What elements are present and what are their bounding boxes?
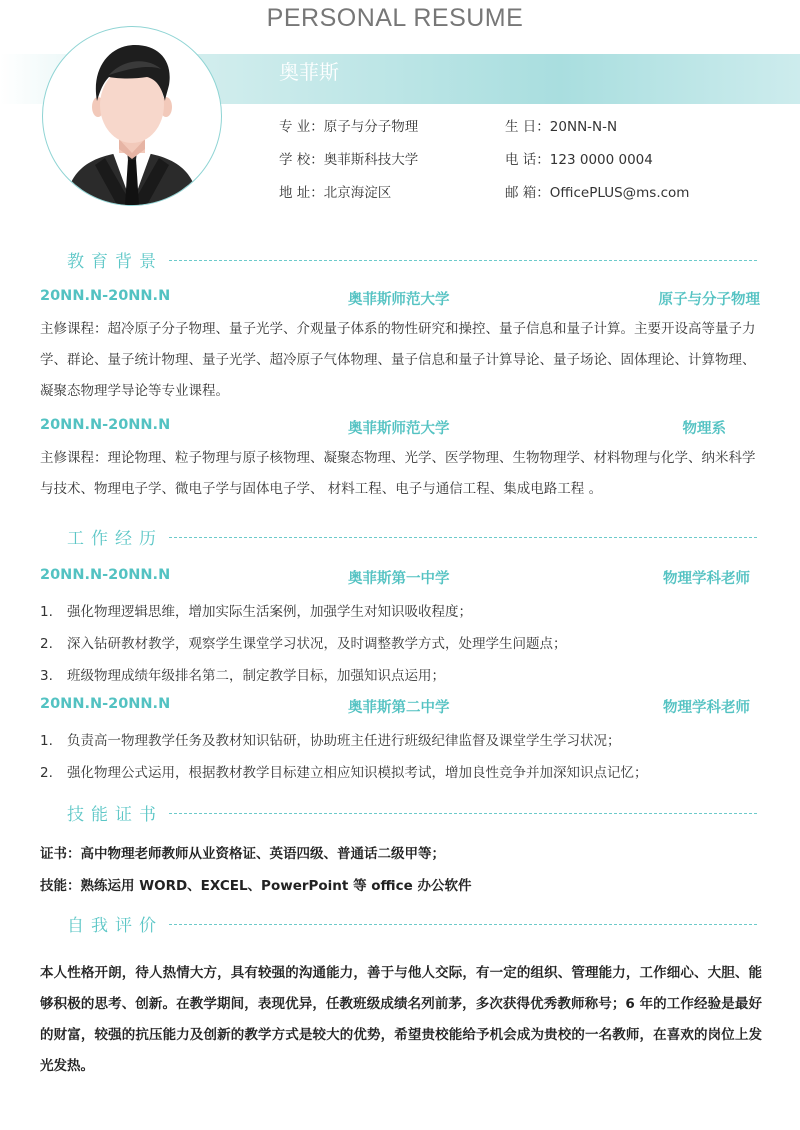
education-major: 原子与分子物理 bbox=[658, 292, 760, 308]
skills-certificates: 证书：高中物理老师教师从业资格证、英语四级、普通话二级甲等； bbox=[40, 846, 445, 862]
info-phone-value: 123 0000 0004 bbox=[549, 152, 653, 168]
info-birth-value: 20NN-N-N bbox=[549, 119, 618, 135]
work-role: 物理学科老师 bbox=[663, 571, 750, 587]
list-item bbox=[40, 761, 648, 781]
education-section-title: 教育背景 bbox=[67, 252, 163, 272]
info-major-label: 专 业： bbox=[279, 119, 324, 135]
profile-photo bbox=[42, 26, 222, 206]
info-school-label: 学 校： bbox=[279, 152, 324, 168]
work-role: 物理学科老师 bbox=[663, 700, 750, 716]
work-org: 奥菲斯第二中学 bbox=[348, 700, 450, 716]
info-email-label: 邮 箱： bbox=[505, 185, 550, 201]
candidate-name: 奥菲斯 bbox=[279, 60, 339, 84]
section-divider bbox=[169, 924, 757, 925]
list-number: 1. bbox=[40, 604, 53, 620]
section-divider bbox=[169, 260, 757, 261]
education-date: 20NN.N-20NN.N bbox=[40, 288, 171, 304]
list-item bbox=[40, 729, 621, 749]
list-text: 强化物理逻辑思维，增加实际生活案例，加强学生对知识吸收程度； bbox=[67, 604, 472, 620]
info-email bbox=[505, 181, 689, 201]
skills-section-header bbox=[67, 800, 757, 825]
list-item bbox=[40, 600, 472, 620]
avatar-icon bbox=[43, 27, 221, 205]
info-school-value: 奥菲斯科技大学 bbox=[323, 152, 419, 168]
resume-title: PERSONAL RESUME bbox=[266, 4, 524, 32]
info-major-value: 原子与分子物理 bbox=[323, 119, 419, 135]
section-divider bbox=[169, 813, 757, 814]
list-item bbox=[40, 664, 445, 684]
list-text: 强化物理公式运用，根据教材教学目标建立相应知识模拟考试，增加良性竞争并加深知识点记忆； bbox=[67, 765, 648, 781]
list-number: 2. bbox=[40, 765, 53, 781]
list-number: 3. bbox=[40, 668, 53, 684]
work-date: 20NN.N-20NN.N bbox=[40, 696, 171, 712]
info-birth-label: 生 日： bbox=[505, 119, 550, 135]
work-date: 20NN.N-20NN.N bbox=[40, 567, 171, 583]
list-text: 班级物理成绩年级排名第二，制定教学目标，加强知识点运用； bbox=[67, 668, 445, 684]
education-date: 20NN.N-20NN.N bbox=[40, 417, 171, 433]
info-address-value: 北京海淀区 bbox=[323, 185, 392, 201]
work-org: 奥菲斯第一中学 bbox=[348, 571, 450, 587]
list-text: 深入钻研教材教学，观察学生课堂学习状况，及时调整教学方式，处理学生问题点； bbox=[67, 636, 567, 652]
education-school: 奥菲斯师范大学 bbox=[348, 292, 450, 308]
section-divider bbox=[169, 537, 757, 538]
education-major: 物理系 bbox=[682, 421, 726, 437]
skills-software: 技能：熟练运用 WORD、EXCEL、PowerPoint 等 office 办公软件 bbox=[40, 878, 472, 894]
list-item bbox=[40, 632, 567, 652]
list-number: 1. bbox=[40, 733, 53, 749]
info-phone-label: 电 话： bbox=[505, 152, 550, 168]
self-eval-section-header bbox=[67, 911, 757, 936]
education-desc-1: 主修课程：超冷原子分子物理、量子光学、介观量子体系的物性研究和操控、量子信息和量子计算。主要开设高等量子力学、群论、量子统计物理、量子光学、超冷原子气体物理、量子信息和量子计算导论、量子场论、固体理论、计算物理、凝聚态物理学导论等专业课程。 bbox=[40, 321, 756, 399]
info-address bbox=[279, 181, 391, 201]
info-school bbox=[279, 148, 418, 168]
info-major bbox=[279, 115, 418, 135]
info-phone bbox=[505, 148, 653, 168]
education-desc-2: 主修课程：理论物理、粒子物理与原子核物理、凝聚态物理、光学、医学物理、生物物理学、材料物理与化学、纳米科学与技术、物理电子学、微电子学与固体电子学、 材料工程、电子与通信工程、集成电路工程 。 bbox=[40, 450, 756, 497]
self-eval-section-title: 自我评价 bbox=[67, 916, 163, 936]
list-number: 2. bbox=[40, 636, 53, 652]
work-section-title: 工作经历 bbox=[67, 529, 163, 549]
list-text: 负责高一物理教学任务及教材知识钻研，协助班主任进行班级纪律监督及课堂学生学习状况； bbox=[67, 733, 621, 749]
info-birth bbox=[505, 115, 617, 135]
skills-section-title: 技能证书 bbox=[67, 805, 163, 825]
work-section-header bbox=[67, 524, 757, 549]
self-eval-text: 本人性格开朗，待人热情大方，具有较强的沟通能力，善于与他人交际，有一定的组织、管理能力，工作细心、大胆、能够积极的思考、创新。在教学期间，表现优异，任教班级成绩名列前茅，多次获得优秀教师称号；6 年的工作经验是最好的财富，较强的抗压能力及创新的教学方式是较大的优势，希望贵校能给予机会成为贵校的一名教师，在喜欢的岗位上发光发热。 bbox=[40, 965, 762, 1074]
info-address-label: 地 址： bbox=[279, 185, 324, 201]
education-section-header bbox=[67, 247, 757, 272]
education-school: 奥菲斯师范大学 bbox=[348, 421, 450, 437]
info-email-value: OfficePLUS@ms.com bbox=[549, 185, 690, 201]
